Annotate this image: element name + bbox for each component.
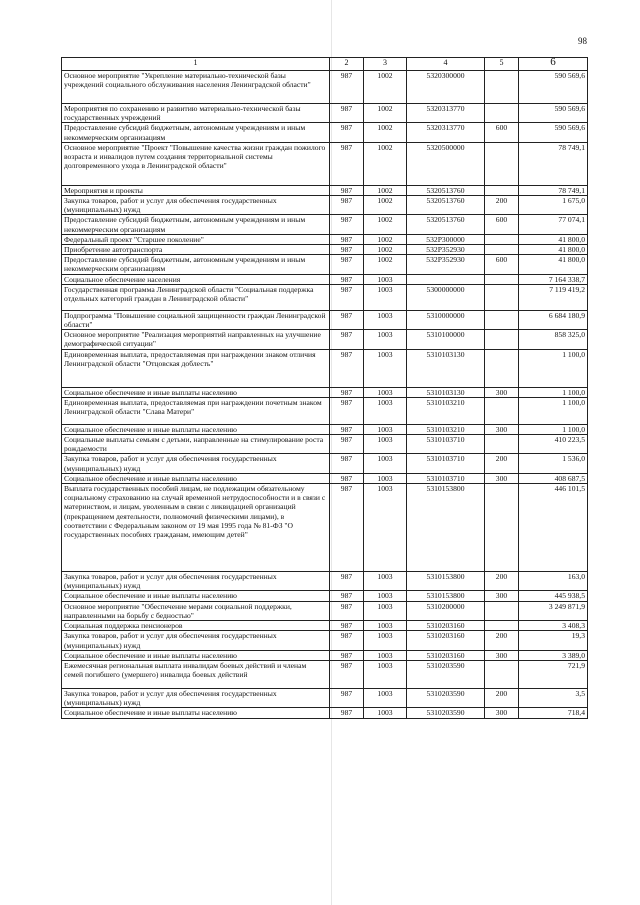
- table-row: [62, 660, 588, 688]
- table-row: [62, 591, 588, 601]
- table-row: [62, 255, 588, 274]
- row-col4-cell: 5310153800: [407, 484, 485, 572]
- table-row: [62, 688, 588, 707]
- row-col5-cell: 300: [485, 650, 519, 660]
- row-col5-cell: [485, 397, 519, 424]
- row-col5-cell: [485, 245, 519, 255]
- row-col4-cell: 5310100000: [407, 330, 485, 349]
- row-col3-cell: 1002: [364, 255, 407, 274]
- row-name-cell: Социальное обеспечение и иные выплаты населению: [62, 473, 330, 483]
- row-col2-cell: 987: [330, 572, 364, 591]
- row-amount-cell: 1 675,0: [519, 196, 588, 215]
- row-col3-cell: 1003: [364, 274, 407, 284]
- row-col5-cell: 200: [485, 454, 519, 473]
- row-name-cell: Мероприятия и проекты: [62, 185, 330, 195]
- row-col2-cell: 987: [330, 397, 364, 424]
- row-name-cell: Предоставление субсидий бюджетным, автономным учреждениям и иным некоммерческим организациям: [62, 123, 330, 142]
- row-name-cell: Федеральный проект "Старшее поколение": [62, 234, 330, 244]
- row-name-cell: Предоставление субсидий бюджетным, автономным учреждениям и иным некоммерческим организациям: [62, 255, 330, 274]
- row-col5-cell: 200: [485, 688, 519, 707]
- row-col3-cell: 1002: [364, 185, 407, 195]
- row-col5-cell: [485, 349, 519, 387]
- row-col3-cell: 1003: [364, 484, 407, 572]
- row-col4-cell: 5310200000: [407, 601, 485, 620]
- row-name-cell: Государственная программа Ленинградской области "Социальная поддержка отдельных категорий граждан в Ленинградской области": [62, 284, 330, 310]
- row-amount-cell: 718,4: [519, 708, 588, 718]
- row-amount-cell: 3,5: [519, 688, 588, 707]
- row-col3-cell: 1002: [364, 215, 407, 234]
- row-name-cell: Закупка товаров, работ и услуг для обеспечения государственных (муниципальных) нужд: [62, 454, 330, 473]
- row-col5-cell: [485, 274, 519, 284]
- row-amount-cell: 590 569,6: [519, 104, 588, 123]
- row-name-cell: Социальное обеспечение и иные выплаты населению: [62, 650, 330, 660]
- row-col5-cell: 600: [485, 215, 519, 234]
- table-row: [62, 104, 588, 123]
- row-col2-cell: 987: [330, 621, 364, 631]
- row-col4-cell: 5320513760: [407, 185, 485, 195]
- page-number: 98: [578, 36, 587, 46]
- row-col5-cell: [485, 71, 519, 104]
- row-amount-cell: 1 100,0: [519, 387, 588, 397]
- row-col3-cell: 1003: [364, 424, 407, 434]
- row-col5-cell: [485, 484, 519, 572]
- row-col3-cell: 1003: [364, 349, 407, 387]
- row-name-cell: Закупка товаров, работ и услуг для обеспечения государственных (муниципальных) нужд: [62, 196, 330, 215]
- row-amount-cell: 19,3: [519, 631, 588, 650]
- row-name-cell: Социальные выплаты семьям с детьми, направленные на стимулирование роста рождаемости: [62, 435, 330, 454]
- row-col4-cell: 5300000000: [407, 284, 485, 310]
- row-col2-cell: 987: [330, 142, 364, 185]
- row-col5-cell: 300: [485, 591, 519, 601]
- table-row: [62, 349, 588, 387]
- header-cell-1: 1: [62, 58, 330, 71]
- row-col3-cell: 1002: [364, 234, 407, 244]
- row-col5-cell: 300: [485, 387, 519, 397]
- row-col5-cell: 200: [485, 196, 519, 215]
- table-row: [62, 435, 588, 454]
- row-col2-cell: 987: [330, 104, 364, 123]
- row-col2-cell: 987: [330, 310, 364, 329]
- row-name-cell: Закупка товаров, работ и услуг для обеспечения государственных (муниципальных) нужд: [62, 688, 330, 707]
- table-row: [62, 274, 588, 284]
- row-col5-cell: [485, 330, 519, 349]
- row-amount-cell: 721,9: [519, 660, 588, 688]
- table-row: [62, 310, 588, 329]
- row-col3-cell: 1002: [364, 104, 407, 123]
- row-amount-cell: 78 749,1: [519, 142, 588, 185]
- row-name-cell: Основное мероприятие "Обеспечение мерами социальной поддержки, направленными на борьбу с бедностью": [62, 601, 330, 620]
- row-col4-cell: 5310103710: [407, 454, 485, 473]
- row-col5-cell: 200: [485, 631, 519, 650]
- row-col3-cell: 1003: [364, 650, 407, 660]
- row-amount-cell: 41 800,0: [519, 255, 588, 274]
- row-col2-cell: 987: [330, 424, 364, 434]
- row-col4-cell: 5310203590: [407, 660, 485, 688]
- table-row: [62, 572, 588, 591]
- table-row: [62, 387, 588, 397]
- row-col4-cell: 532P352930: [407, 255, 485, 274]
- row-col3-cell: 1003: [364, 330, 407, 349]
- table-row: [62, 123, 588, 142]
- row-col2-cell: 987: [330, 591, 364, 601]
- row-col4-cell: 5310103130: [407, 349, 485, 387]
- row-name-cell: Выплата государственных пособий лицам, не подлежащим обязательному социальному страхованию на случай временной нетрудоспособности и в связи с материнством, и лицам, уволенным в связи с ликвидацией организаций (прекращением деятельности, полномочий физическими лицами), в соответствии с Федеральным законом от 19 мая 1995 года № 81-ФЗ "О государственных пособиях гражданам, имеющим детей": [62, 484, 330, 572]
- row-col4-cell: 5310203160: [407, 631, 485, 650]
- row-col5-cell: [485, 284, 519, 310]
- row-col5-cell: 300: [485, 473, 519, 483]
- row-name-cell: Социальное обеспечение населения: [62, 274, 330, 284]
- row-name-cell: Социальная поддержка пенсионеров: [62, 621, 330, 631]
- row-name-cell: Социальное обеспечение и иные выплаты населению: [62, 424, 330, 434]
- row-col3-cell: 1002: [364, 142, 407, 185]
- row-col4-cell: 5310103210: [407, 424, 485, 434]
- row-amount-cell: 408 687,5: [519, 473, 588, 483]
- row-col3-cell: 1003: [364, 435, 407, 454]
- table-row: [62, 424, 588, 434]
- row-col4-cell: 5320300000: [407, 71, 485, 104]
- row-col5-cell: [485, 435, 519, 454]
- row-col5-cell: 600: [485, 123, 519, 142]
- row-col3-cell: 1002: [364, 245, 407, 255]
- row-col4-cell: 5320513760: [407, 196, 485, 215]
- row-amount-cell: 590 569,6: [519, 71, 588, 104]
- table-row: [62, 330, 588, 349]
- budget-table: [61, 57, 588, 719]
- row-amount-cell: 1 536,0: [519, 454, 588, 473]
- row-col4-cell: 5310203590: [407, 688, 485, 707]
- row-col4-cell: [407, 274, 485, 284]
- row-col2-cell: 987: [330, 196, 364, 215]
- row-col4-cell: 5310103130: [407, 387, 485, 397]
- table-row: [62, 454, 588, 473]
- row-name-cell: Мероприятия по сохранению и развитию материально-технической базы государственных учреждений: [62, 104, 330, 123]
- row-col5-cell: [485, 104, 519, 123]
- table-row: [62, 185, 588, 195]
- row-col3-cell: 1002: [364, 71, 407, 104]
- row-amount-cell: 163,0: [519, 572, 588, 591]
- row-col2-cell: 987: [330, 330, 364, 349]
- row-amount-cell: 7 164 338,7: [519, 274, 588, 284]
- row-col3-cell: 1003: [364, 660, 407, 688]
- row-col4-cell: 5320313770: [407, 104, 485, 123]
- row-amount-cell: 77 074,1: [519, 215, 588, 234]
- header-cell-2: 2: [330, 58, 364, 71]
- row-col2-cell: 987: [330, 349, 364, 387]
- row-col3-cell: 1003: [364, 572, 407, 591]
- row-col3-cell: 1003: [364, 688, 407, 707]
- table-row: [62, 234, 588, 244]
- row-name-cell: Социальное обеспечение и иные выплаты населению: [62, 708, 330, 718]
- row-name-cell: Закупка товаров, работ и услуг для обеспечения государственных (муниципальных) нужд: [62, 631, 330, 650]
- row-amount-cell: 1 100,0: [519, 424, 588, 434]
- row-amount-cell: 858 325,0: [519, 330, 588, 349]
- row-col5-cell: [485, 234, 519, 244]
- row-col4-cell: 5310103710: [407, 435, 485, 454]
- row-name-cell: Основное мероприятие "Укрепление материально-технической базы учреждений социального обслуживания населения Ленинградской области": [62, 71, 330, 104]
- row-amount-cell: 3 389,0: [519, 650, 588, 660]
- row-col4-cell: 5320513760: [407, 215, 485, 234]
- row-col2-cell: 987: [330, 688, 364, 707]
- row-col5-cell: [485, 142, 519, 185]
- header-cell-4: 4: [407, 58, 485, 71]
- table-row: [62, 245, 588, 255]
- row-col3-cell: 1003: [364, 631, 407, 650]
- row-col5-cell: 600: [485, 255, 519, 274]
- row-col4-cell: 5310153800: [407, 572, 485, 591]
- row-name-cell: Единовременная выплата, предоставляемая при награждении почетным знаком Ленинградской области "Слава Матери": [62, 397, 330, 424]
- row-col3-cell: 1003: [364, 387, 407, 397]
- row-col3-cell: 1003: [364, 591, 407, 601]
- row-col3-cell: 1003: [364, 621, 407, 631]
- row-col4-cell: 5310000000: [407, 310, 485, 329]
- row-col5-cell: [485, 660, 519, 688]
- row-col3-cell: 1003: [364, 284, 407, 310]
- table-row: [62, 708, 588, 718]
- row-amount-cell: 41 800,0: [519, 234, 588, 244]
- table-row: [62, 484, 588, 572]
- row-col2-cell: 987: [330, 387, 364, 397]
- table-row: [62, 650, 588, 660]
- row-name-cell: Ежемесячная региональная выплата инвалидам боевых действий и членам семей погибшего (умершего) инвалида боевых действий: [62, 660, 330, 688]
- header-cell-6: 6: [519, 58, 588, 71]
- table-row: [62, 215, 588, 234]
- row-col4-cell: 5320313770: [407, 123, 485, 142]
- row-name-cell: Основное мероприятие "Проект "Повышение качества жизни граждан пожилого возраста и инвалидов путем создания территориальной системы долговременного ухода в Ленинградской области": [62, 142, 330, 185]
- row-col5-cell: [485, 310, 519, 329]
- table-row: [62, 196, 588, 215]
- row-col4-cell: 5320500000: [407, 142, 485, 185]
- header-cell-3: 3: [364, 58, 407, 71]
- row-col3-cell: 1003: [364, 454, 407, 473]
- row-col5-cell: [485, 185, 519, 195]
- row-col2-cell: 987: [330, 631, 364, 650]
- row-amount-cell: 1 100,0: [519, 397, 588, 424]
- row-name-cell: Предоставление субсидий бюджетным, автономным учреждениям и иным некоммерческим организациям: [62, 215, 330, 234]
- row-col2-cell: 987: [330, 234, 364, 244]
- row-col2-cell: 987: [330, 435, 364, 454]
- row-col2-cell: 987: [330, 255, 364, 274]
- row-amount-cell: 1 100,0: [519, 349, 588, 387]
- row-amount-cell: 446 101,5: [519, 484, 588, 572]
- table-body: [62, 71, 588, 719]
- row-name-cell: Социальное обеспечение и иные выплаты населению: [62, 591, 330, 601]
- table-row: [62, 621, 588, 631]
- row-col3-cell: 1003: [364, 708, 407, 718]
- row-col2-cell: 987: [330, 601, 364, 620]
- row-col2-cell: 987: [330, 185, 364, 195]
- table-header-row: [62, 58, 588, 71]
- row-amount-cell: 3 408,3: [519, 621, 588, 631]
- row-amount-cell: 41 800,0: [519, 245, 588, 255]
- table-row: [62, 631, 588, 650]
- row-col3-cell: 1003: [364, 473, 407, 483]
- row-name-cell: Подпрограмма "Повышение социальной защищенности граждан Ленинградской области": [62, 310, 330, 329]
- table-row: [62, 142, 588, 185]
- row-amount-cell: 78 749,1: [519, 185, 588, 195]
- row-col4-cell: 5310103710: [407, 473, 485, 483]
- row-col3-cell: 1002: [364, 196, 407, 215]
- row-amount-cell: 410 223,5: [519, 435, 588, 454]
- row-col2-cell: 987: [330, 274, 364, 284]
- row-col4-cell: 5310203160: [407, 650, 485, 660]
- header-cell-5: 5: [485, 58, 519, 71]
- row-col4-cell: 5310203160: [407, 621, 485, 631]
- table-row: [62, 397, 588, 424]
- row-col2-cell: 987: [330, 245, 364, 255]
- row-col5-cell: 200: [485, 572, 519, 591]
- row-col2-cell: 987: [330, 123, 364, 142]
- row-col2-cell: 987: [330, 484, 364, 572]
- row-col5-cell: 300: [485, 424, 519, 434]
- row-col4-cell: 5310203590: [407, 708, 485, 718]
- row-col5-cell: [485, 601, 519, 620]
- row-col2-cell: 987: [330, 215, 364, 234]
- row-name-cell: Единовременная выплата, предоставляемая при награждении знаком отличия Ленинградской области "Отцовская доблесть": [62, 349, 330, 387]
- row-amount-cell: 6 684 180,9: [519, 310, 588, 329]
- row-col2-cell: 987: [330, 708, 364, 718]
- row-amount-cell: 7 119 419,2: [519, 284, 588, 310]
- row-col5-cell: 300: [485, 708, 519, 718]
- row-name-cell: Основное мероприятие "Реализация мероприятий направленных на улучшение демографической ситуации": [62, 330, 330, 349]
- table-row: [62, 473, 588, 483]
- row-col3-cell: 1003: [364, 397, 407, 424]
- row-col2-cell: 987: [330, 454, 364, 473]
- row-col2-cell: 987: [330, 650, 364, 660]
- row-col4-cell: 5310103210: [407, 397, 485, 424]
- row-col3-cell: 1003: [364, 601, 407, 620]
- row-name-cell: Приобретение автотранспорта: [62, 245, 330, 255]
- table-row: [62, 284, 588, 310]
- row-name-cell: Закупка товаров, работ и услуг для обеспечения государственных (муниципальных) нужд: [62, 572, 330, 591]
- row-col3-cell: 1003: [364, 310, 407, 329]
- row-col2-cell: 987: [330, 284, 364, 310]
- row-col2-cell: 987: [330, 660, 364, 688]
- row-col4-cell: 5310153800: [407, 591, 485, 601]
- row-amount-cell: 445 938,5: [519, 591, 588, 601]
- row-name-cell: Социальное обеспечение и иные выплаты населению: [62, 387, 330, 397]
- row-col5-cell: [485, 621, 519, 631]
- table-row: [62, 71, 588, 104]
- table-row: [62, 601, 588, 620]
- row-col2-cell: 987: [330, 71, 364, 104]
- row-col4-cell: 532P300000: [407, 234, 485, 244]
- row-col2-cell: 987: [330, 473, 364, 483]
- row-col4-cell: 532P352930: [407, 245, 485, 255]
- row-amount-cell: 3 249 871,9: [519, 601, 588, 620]
- row-col3-cell: 1002: [364, 123, 407, 142]
- row-amount-cell: 590 569,6: [519, 123, 588, 142]
